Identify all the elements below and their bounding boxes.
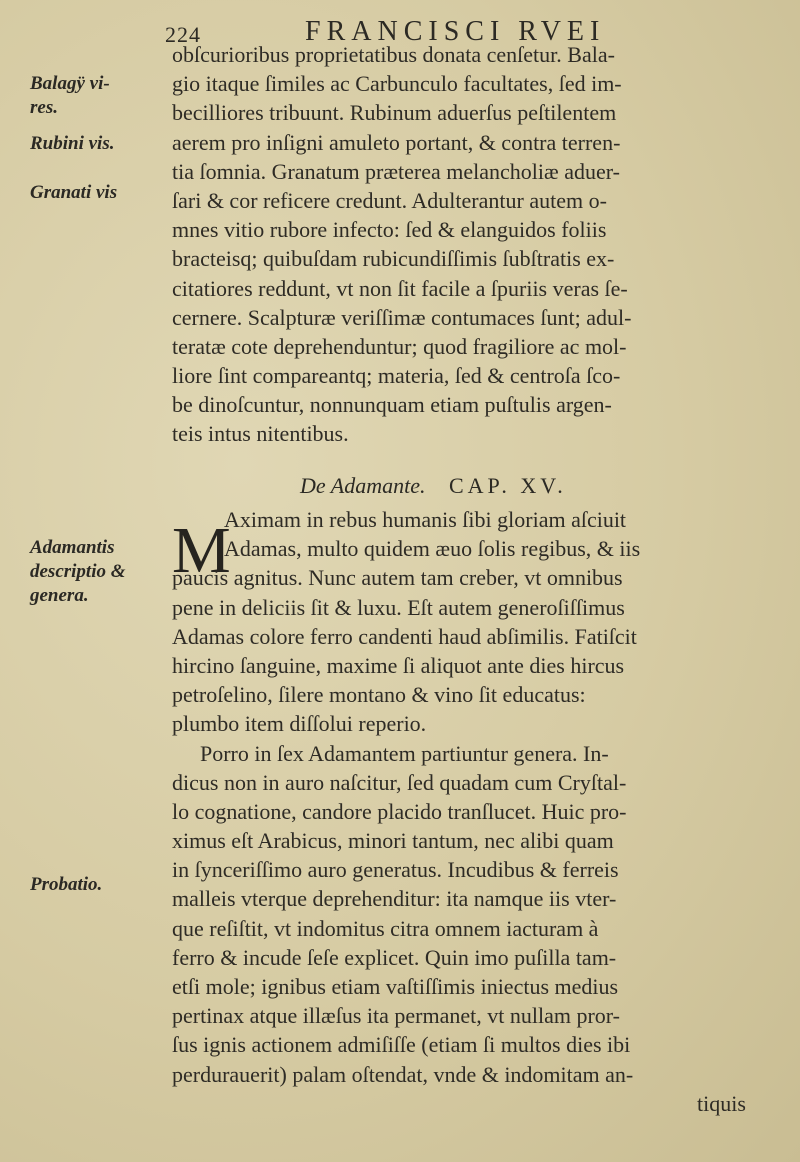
text-line: cernere. Scalpturæ veriſſimæ contumaces ſunt; adul- bbox=[172, 304, 632, 330]
text-line: Aximam in rebus humanis ſibi gloriam aſciuit bbox=[224, 507, 627, 532]
margin-note-line: Adamantis bbox=[30, 537, 115, 558]
text-line: ſus ignis actionem admiſiſſe (etiam ſi multos dies ibi bbox=[172, 1032, 631, 1058]
text-line: plumbo item diſſolui reperio. bbox=[172, 711, 427, 737]
text-line: liore ſint compareantq; materia, ſed & centroſa ſco- bbox=[172, 363, 621, 389]
text-line: aerem pro inſigni amuleto portant, & contra terren- bbox=[172, 129, 621, 155]
margin-note-balagii bbox=[30, 72, 165, 120]
text-line: malleis vterque deprehenditur: ita namque iis vter- bbox=[172, 886, 617, 912]
body-text-section-b bbox=[172, 505, 790, 1118]
margin-note-line: descriptio & bbox=[30, 561, 126, 582]
body-text-section-a bbox=[172, 40, 790, 449]
text-line: gio itaque ſimiles ac Carbunculo facultates, ſed im- bbox=[172, 71, 622, 97]
margin-note-granati: Granati vis bbox=[30, 182, 118, 203]
text-line: hircino ſanguine, maxime ſi aliquot ante dies hircus bbox=[172, 652, 625, 678]
text-line: etſi mole; ignibus etiam vaſtiſſimis iniectus medius bbox=[172, 974, 619, 999]
margin-note-line: genera. bbox=[30, 585, 89, 606]
text-line: bracteisq; quibuſdam rubicundiſſimis ſubſtratis ex- bbox=[172, 246, 615, 272]
text-line: perdurauerit) palam oſtendat, vnde & indomitam an- bbox=[172, 1061, 634, 1087]
text-line: ximus eſt Arabicus, minori tantum, nec alibi quam bbox=[172, 828, 614, 854]
text-line: Adamas colore ferro candenti haud abſimilis. Fatiſcit bbox=[172, 623, 637, 649]
text-line: mnes vitio rubore infecto: ſed & elanguidos foliis bbox=[172, 217, 607, 243]
chapter-title: De Adamante. bbox=[300, 473, 426, 498]
text-line: obſcurioribus proprietatibus donata cenſetur. Bala- bbox=[172, 42, 615, 67]
chapter-heading bbox=[300, 473, 760, 499]
margin-note-line: res. bbox=[30, 97, 58, 118]
text-line: pene in deliciis ſit & luxu. Eſt autem generoſiſſimus bbox=[172, 594, 625, 620]
text-line: becilliores tribuunt. Rubinum aduerſus peſtilentem bbox=[172, 100, 617, 126]
text-line: petroſelino, ſilere montano & vino ſit educatus: bbox=[172, 682, 586, 708]
margin-note-probatio: Probatio. bbox=[30, 874, 103, 895]
margin-note-rubini: Rubini vis. bbox=[30, 133, 115, 154]
text-line: ferro & incude ſeſe explicet. Quin imo puſilla tam- bbox=[172, 944, 617, 970]
text-line: teis intus nitentibus. bbox=[172, 421, 349, 447]
text-line: dicus non in auro naſcitur, ſed quadam cum Cryſtal- bbox=[172, 769, 627, 795]
page-number: 224 bbox=[165, 22, 201, 47]
text-line: Adamas, multo quidem æuo ſolis regibus, & iis bbox=[224, 536, 641, 562]
text-line: teratæ cote deprehenduntur; quod fragiliore ac mol- bbox=[172, 333, 627, 359]
text-line: ſari & cor reficere credunt. Adulterantur autem o- bbox=[172, 187, 607, 213]
text-line: lo cognatione, candore placido tranſlucet. Huic pro- bbox=[172, 798, 627, 824]
text-line: tiquis bbox=[697, 1090, 746, 1116]
margin-note-adamantis bbox=[30, 536, 165, 608]
text-line: que reſiſtit, vt indomitus citra omnem iacturam à bbox=[172, 915, 599, 941]
drop-cap: M bbox=[172, 514, 231, 587]
text-line: tia ſomnia. Granatum præterea melancholiæ aduer- bbox=[172, 158, 620, 184]
text-line: Porro in ſex Adamantem partiuntur genera. In- bbox=[200, 740, 609, 766]
running-head: FRANCISCI RVEI bbox=[305, 16, 606, 47]
text-line: in ſynceriſſimo auro generatus. Incudibus & ferreis bbox=[172, 857, 619, 883]
margin-note-line: Balagÿ vi- bbox=[30, 73, 110, 94]
text-line: citatiores reddunt, vt non ſit facile a ſpuriis veras ſe- bbox=[172, 275, 628, 301]
text-line: be dinoſcuntur, nonnunquam etiam puſtulis argen- bbox=[172, 392, 612, 418]
chapter-number: CAP. XV. bbox=[448, 473, 567, 498]
text-line: paucis agnitus. Nunc autem tam creber, vt omnibus bbox=[172, 565, 623, 591]
text-line: pertinax atque illæſus ita permanet, vt nullam pror- bbox=[172, 1003, 620, 1029]
